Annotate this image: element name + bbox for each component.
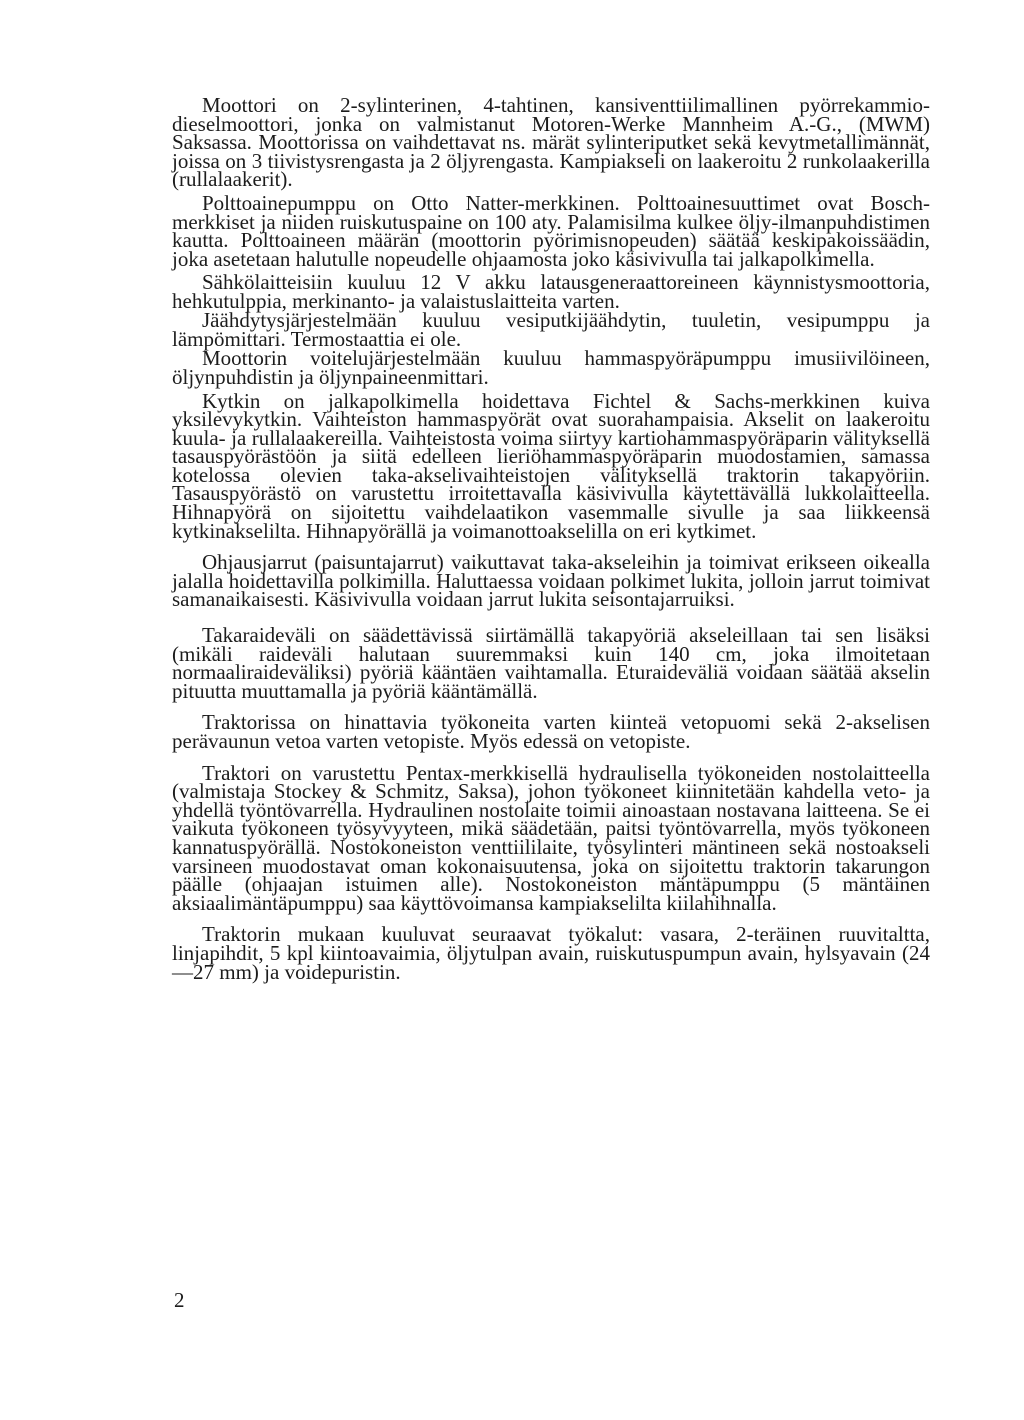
paragraph-hydraulics: Traktori on varustettu Pentax-merkkisellä hydraulisella työkoneiden nostolaitteella (valmistaja Stockey & Schmitz, Saksa), johon työkoneet kiinnitetään kahdella veto- ja yhdellä työntövarrella. Hydraulinen nostolaite toimii ainoastaan nostavana laitteena. Se ei vaikuta työkoneen työsyvyyteen, mikä säädetään, paitsi työntövarrella, myös työkoneen kannatuspyörällä. Nostokoneiston venttiililaite, työsylinteri mäntineen sekä nostoakseli varsineen muodostavat oman kokonaisuutensa, joka on sijoitettu traktorin takarungon päälle (ohjaajan istuimen alle). Nostokoneiston mäntäpumppu (5 mäntäinen aksiaalimäntäpumppu) saa käyttövoimansa kampiakselilta kiilahihnalla. bbox=[172, 760, 930, 915]
paragraph-engine: Moottori on 2-sylinterinen, 4-tahtinen, kansiventtiilimallinen pyörrekammio-dieselmoottori, jonka on valmistanut Motoren-Werke Mannheim A.-G., (MWM) Saksassa. Moottorissa on vaihdettavat ns. märät sylinteriputket sekä kevytmetallimännät, joissa on 3 tiivistysrengasta ja 2 öljyrengasta. Kampiakseli on laakeroitu 2 runkolaakerilla (rullalaakerit). bbox=[172, 93, 930, 192]
paragraph-tools: Traktorin mukaan kuuluvat seuraavat työkalut: vasara, 2-teräinen ruuvitaltta, linjapihdit, 5 kpl kiintoavaimia, öljytulpan avain, ruiskutuspumpun avain, hylsyavain (24—27 mm) ja voidepuristin. bbox=[172, 922, 930, 984]
paragraph-fuel-pump: Polttoainepumppu on Otto Natter-merkkinen. Polttoainesuuttimet ovat Bosch-merkkiset ja niiden ruiskutuspaine on 100 aty. Palamisilma kulkee öljy-ilmanpuhdistimen kautta. Polttoaineen määrän (moottorin pyörimisnopeuden) säätää keskipakoissäädin, joka asetetaan halutulle nopeudelle ohjaamosta joko käsivivulla tai jalkapolkimella. bbox=[172, 190, 930, 271]
paragraph-drawbar: Traktorissa on hinattavia työkoneita varten kiinteä vetopuomi sekä 2-akselisen perävaunun vetoa varten vetopiste. Myös edessä on vetopiste. bbox=[172, 710, 930, 753]
paragraph-brakes: Ohjausjarrut (paisuntajarrut) vaikuttavat taka-akseleihin ja toimivat erikseen oikealla jalalla hoidettavilla polkimilla. Haluttaessa voidaan polkimet lukita, jolloin jarrut toimivat samanaikaisesti. Käsivivulla voidaan jarrut lukita seisontajarruiksi. bbox=[172, 550, 930, 612]
paragraph-lubrication: Moottorin voitelujärjestelmään kuuluu hammaspyöräpumppu imusiivilöineen, öljynpuhdistin ja öljynpaineenmittari. bbox=[172, 346, 930, 389]
document-page bbox=[172, 93, 930, 984]
paragraph-track-width: Takaraideväli on säädettävissä siirtämällä takapyöriä akseleillaan tai sen lisäksi (mikäli raideväli halutaan suuremmaksi kuin 140 cm, joka ilmoitetaan normaaliraideväliksi) pyöriä kääntäen vaihtamalla. Eturaideväliä voidaan säätää akselin pituutta muuttamalla ja pyöriä kääntämällä. bbox=[172, 623, 930, 703]
paragraph-cooling: Jäähdytysjärjestelmään kuuluu vesiputkijäähdytin, tuuletin, vesipumppu ja lämpömittari. Termostaattia ei ole. bbox=[172, 308, 930, 351]
paragraph-electrical: Sähkölaitteisiin kuuluu 12 V akku latausgeneraattoreineen käynnistysmoottoria, hehkutulppia, merkinanto- ja valaistuslaitteita varten. bbox=[172, 270, 930, 313]
paragraph-clutch-transmission: Kytkin on jalkapolkimella hoidettava Fichtel & Sachs-merkkinen kuiva yksilevykytkin. Vaihteiston hammaspyörät ovat suorahampaisia. Akselit on laakeroitu kuula- ja rullalaakereilla. Vaihteistosta voima siirtyy kartiohammaspyöräparin välityksellä tasauspyörästöön ja siitä edelleen lieriöhammaspyöräparin muodostamien, samassa kotelossa olevien taka-akselivaihteistojen välityksellä traktorin takapyöriin. Tasauspyörästö on varustettu irroitettavalla käsivivulla käytettävällä lukkolaitteella. Hihnapyörä on sijoitettu vaihdelaatikon vasemmalle sivulle ja saa liikkeensä kytkinakselilta. Hihnapyörällä ja voimanottoakselilla on eri kytkimet. bbox=[172, 388, 930, 543]
page-number: 2 bbox=[174, 1288, 185, 1312]
